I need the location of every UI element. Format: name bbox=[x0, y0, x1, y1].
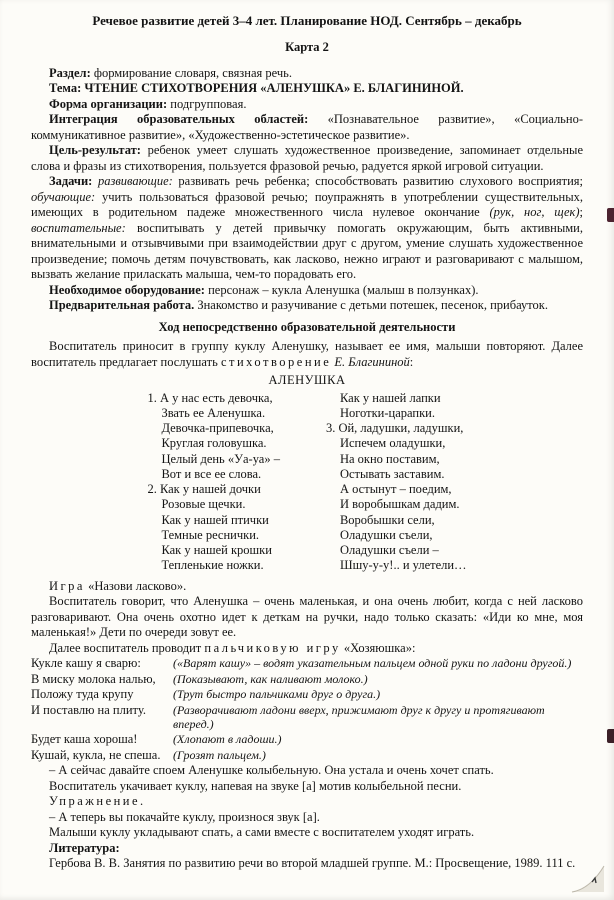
paragraph-predvaritelnaya-rabota bbox=[31, 298, 583, 314]
poem-line: 1. А у нас есть девочка, bbox=[147, 390, 273, 405]
poem-title: АЛЕНУШКА bbox=[268, 373, 346, 388]
fingerplay-action: (Показывают, как наливают молоко.) bbox=[173, 671, 368, 686]
text-segment: воспитательные: bbox=[31, 220, 126, 235]
text-segment: «Познавательное развитие», «Социально-коммуникативное развитие», «Художественно-эстетическое развитие». bbox=[31, 112, 583, 142]
text-segment: Игра bbox=[49, 578, 85, 593]
text-segment: Знакомство и разучивание с детьми потешек, песенок, прибауток. bbox=[194, 298, 548, 313]
paragraph-oborudovanie bbox=[31, 283, 583, 299]
poem-line: И воробышкам дадим. bbox=[339, 497, 460, 512]
text-segment: подгрупповая. bbox=[167, 96, 247, 111]
paragraph-exercise bbox=[31, 794, 583, 810]
poem-line: Остывать заставим. bbox=[339, 466, 445, 481]
text-segment: ребенок умеет слушать художественное произведение, запоминает отдельные слова и фразы из стихотворения, пользуется фразовой речью, радуется яркой игровой ситуации. bbox=[31, 143, 583, 173]
text-segment: воспитывать у детей привычку помогать окружающим, быть активными, внимательными и отзывчивыми при взаимодействии друг с другом, умение слушать художественное произведение; помочь детям почувствовать, как ласково, нежно играют и разговаривают с малышом, вызвать желание приласкать малыша, чем-то порадовать его. bbox=[31, 220, 583, 282]
fingerplay-text: Кукле кашу я сварю: bbox=[31, 656, 141, 671]
text-segment: : bbox=[409, 354, 414, 369]
page-title: Речевое развитие детей 3–4 лет. Планирование НОД. Сентябрь – декабрь bbox=[92, 13, 522, 28]
poem-line: 3. Ой, ладушки, ладушки, bbox=[325, 421, 464, 436]
paragraph-fingerplay-intro bbox=[31, 641, 583, 657]
fingerplay-text: И поставлю на плиту. bbox=[31, 702, 146, 717]
poem-line: 2. Как у нашей дочки bbox=[147, 482, 261, 497]
text-segment: ; bbox=[579, 205, 583, 220]
text-segment: стихотворение bbox=[220, 354, 332, 369]
text-segment: «Хозяюшка»: bbox=[340, 640, 416, 655]
poem-line: Вот и все ее слова. bbox=[161, 466, 262, 481]
poem-line: Испечем оладушки, bbox=[339, 436, 446, 451]
paragraph-rocking: Воспитатель укачивает куклу, напевая на звуке [а] мотив колыбельной песни. bbox=[49, 778, 462, 793]
poem-line: Воробышки сели, bbox=[339, 512, 435, 527]
literature-entry: Гербова В. В. Занятия по развитию речи во второй младшей группе. М.: Просвещение, 1989. 111 с. bbox=[49, 856, 576, 871]
fingerplay-row bbox=[31, 732, 583, 748]
card-number: Карта 2 bbox=[285, 40, 329, 55]
paragraph-instruction: – А теперь вы покачайте куклу, произнося звук [а]. bbox=[49, 809, 320, 824]
text-segment: Тема: ЧТЕНИЕ СТИХОТВОРЕНИЯ «АЛЕНУШКА» Е. БЛАГИНИНОЙ. bbox=[49, 81, 464, 96]
paragraph-zadachi bbox=[31, 174, 583, 283]
text-segment: Цель-результат: bbox=[49, 143, 141, 158]
poem-line: Шшу-у-у!.. и улетели… bbox=[339, 558, 467, 573]
text-segment: Воспитатель приносит в группу куклу Аленушку, называет ее имя, малыши повторяют. Далее воспитатель предлагает послушать bbox=[31, 339, 583, 369]
text-segment: Предварительная работа. bbox=[49, 298, 195, 313]
paragraph-game-title bbox=[31, 579, 583, 595]
fingerplay-action: (Хлопают в ладоши.) bbox=[173, 732, 282, 747]
fingerplay-row bbox=[31, 687, 583, 703]
text-segment: Интеграция образовательных областей: bbox=[49, 112, 309, 127]
fingerplay-text: В миску молока налью, bbox=[31, 671, 156, 686]
fingerplay-text: Будет каша хороша! bbox=[31, 732, 138, 747]
text-segment: Е. Благининой bbox=[334, 354, 410, 369]
poem-line: Как у нашей лапки bbox=[339, 390, 441, 405]
poem-column-right bbox=[326, 391, 467, 574]
text-segment: Раздел: bbox=[49, 65, 91, 80]
fingerplay-action: («Варят кашу» – водят указательным пальцем одной руки по ладони другой.) bbox=[173, 656, 572, 671]
bookmark-mark-top bbox=[607, 208, 614, 222]
paragraph-lullaby: – А сейчас давайте споем Аленушке колыбельную. Она устала и очень хочет спать. bbox=[49, 763, 494, 778]
poem-line: А остынут – поедим, bbox=[339, 482, 452, 497]
paragraph-course-intro bbox=[31, 339, 583, 370]
text-segment: «Назови ласково». bbox=[84, 578, 187, 593]
text-segment: персонаж – кукла Аленушка (малыш в ползунках). bbox=[204, 282, 479, 297]
poem-line: Темные реснички. bbox=[161, 527, 260, 542]
poem-column-left bbox=[147, 391, 280, 574]
poem-line: Ноготки-царапки. bbox=[339, 405, 435, 420]
fingerplay-row bbox=[31, 672, 583, 688]
text-segment: пальчиковую игру bbox=[204, 640, 341, 655]
paragraph-razdel bbox=[31, 66, 583, 82]
fingerplay-row bbox=[31, 703, 583, 733]
fingerplay-row bbox=[31, 656, 583, 672]
fingerplay-action: (Трут быстро пальчиками друг о друга.) bbox=[173, 687, 381, 702]
text-segment: Задачи: bbox=[49, 174, 93, 189]
paragraph-tema bbox=[31, 81, 583, 97]
literature-heading: Литература: bbox=[49, 840, 120, 855]
text-segment: Форма организации: bbox=[49, 96, 168, 111]
poem-line: Девочка-припевочка, bbox=[161, 421, 274, 436]
page-curl bbox=[570, 858, 610, 894]
text-segment: формирование словаря, связная речь. bbox=[90, 65, 292, 80]
text-segment: развивать речь ребенка; способствовать развитию слухового восприятия; bbox=[172, 174, 583, 189]
text-segment: учить пользоваться фразовой речью; поупражнять в употреблении существительных, имеющих в родительном падеже множественного числа нулевое окончание bbox=[31, 189, 583, 220]
paragraph-final: Малыши куклу укладывают спать, а сами вместе с воспитателем уходят играть. bbox=[49, 825, 475, 840]
poem-line: Круглая головушка. bbox=[161, 436, 267, 451]
poem-line: Как у нашей птички bbox=[161, 512, 269, 527]
poem-line: Тепленькие ножки. bbox=[161, 558, 264, 573]
fingerplay-action: (Грозят пальцем.) bbox=[173, 747, 266, 762]
section-heading-hod: Ход непосредственно образовательной деятельности bbox=[158, 319, 456, 334]
poem-line: На окно поставим, bbox=[339, 451, 440, 466]
paragraph-forma bbox=[31, 97, 583, 113]
fingerplay-text: Кушай, кукла, не спеша. bbox=[31, 747, 161, 762]
paragraph-cel-rezultat bbox=[31, 143, 583, 174]
paragraph-game-description: Воспитатель говорит, что Аленушка – очень маленькая, и она очень любит, когда с ней ласково разговаривают. Она очень охотно идет к деткам на ручки, надо только сказать: «Иди ко мне, моя маленькая!» Дети по очереди зовут ее. bbox=[31, 594, 583, 640]
poem-line: Целый день «Уа-уа» – bbox=[161, 451, 280, 466]
poem-line: Звать ее Аленушка. bbox=[161, 405, 266, 420]
text-segment: обучающие: bbox=[31, 189, 96, 204]
poem-line: Как у нашей крошки bbox=[161, 543, 272, 558]
text-segment: (рук, ног, щек) bbox=[489, 205, 580, 220]
fingerplay-table bbox=[31, 656, 583, 763]
poem-block bbox=[31, 391, 583, 574]
poem-line: Розовые щечки. bbox=[161, 497, 246, 512]
text-segment: развивающие: bbox=[97, 174, 173, 189]
fingerplay-text: Положу туда крупу bbox=[31, 687, 134, 702]
fingerplay-row bbox=[31, 748, 583, 764]
text-segment: Необходимое оборудование: bbox=[49, 282, 205, 297]
poem-line: Оладушки съели – bbox=[339, 543, 439, 558]
paragraph-integraciya bbox=[31, 112, 583, 143]
poem-line: Оладушки съели, bbox=[339, 527, 433, 542]
page-curl-graphic bbox=[570, 858, 610, 894]
text-segment: Далее воспитатель проводит bbox=[49, 640, 205, 655]
text-segment: Упражнение. bbox=[49, 794, 146, 809]
bookmark-mark-bottom bbox=[607, 729, 614, 743]
fingerplay-action: (Разворачивают ладони вверх, прижимают друг к другу и протягивают вперед.) bbox=[173, 702, 545, 732]
